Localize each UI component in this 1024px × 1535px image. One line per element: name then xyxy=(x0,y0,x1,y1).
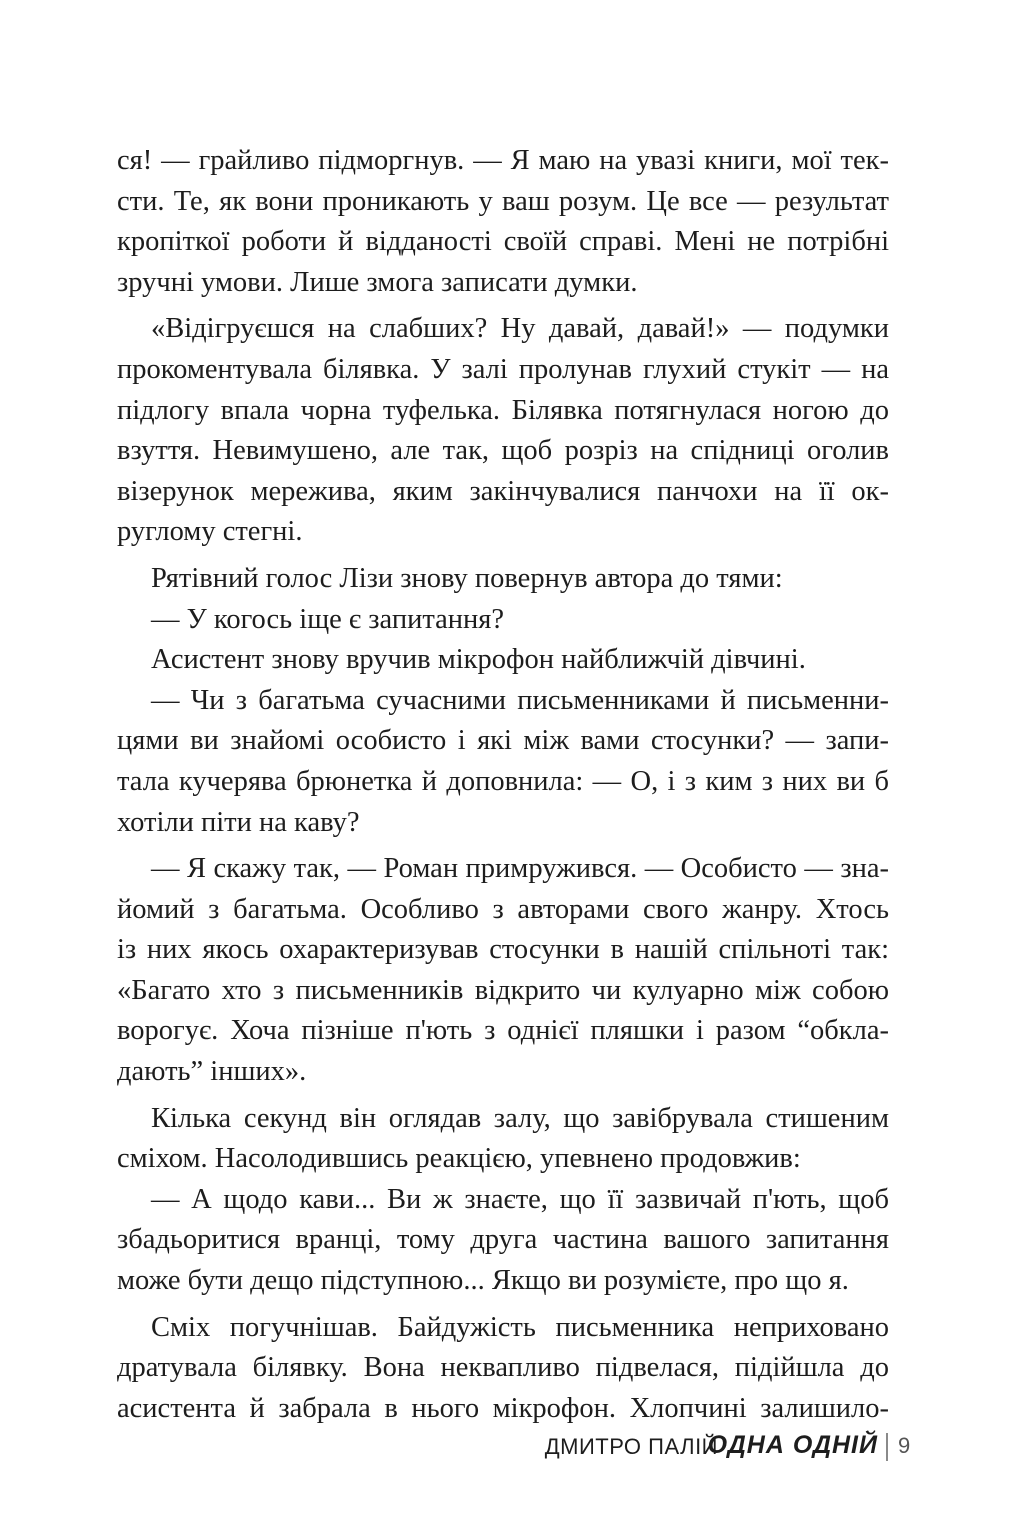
footer-author: ДМИТРО ПАЛІЙ xyxy=(544,1434,718,1459)
paragraph-8 xyxy=(117,1099,889,1180)
paragraph-10 xyxy=(117,1308,889,1430)
text-line: Кілька секунд він оглядав залу, що завібрувала стишеним xyxy=(151,1102,889,1134)
page-footer xyxy=(0,1427,1024,1467)
text-line: дратувала білявку. Вона неквапливо підвелася, підійшла до xyxy=(117,1352,889,1384)
text-line: хотіли піти на каву? xyxy=(117,806,360,838)
footer-divider xyxy=(886,1433,888,1461)
text-line: — У когось іще є запитання? xyxy=(151,603,505,635)
text-line: Сміх погучнішав. Байдужість письменника неприховано xyxy=(151,1311,889,1343)
text-line: візерунок мережива, яким закінчувалися панчохи на її ок- xyxy=(117,475,889,507)
text-line: зручні умови. Лише змога записати думки. xyxy=(117,266,638,298)
text-line: «Багато хто з письменників відкрито чи кулуарно між собою xyxy=(117,974,889,1006)
text-line: сти. Те, як вони проникають у ваш розум. Це все — результат xyxy=(117,185,889,217)
text-line: взуття. Невимушено, але так, щоб розріз на спідниці оголив xyxy=(117,435,889,467)
text-line: сміхом. Насолодившись реакцією, упевнено продовжив: xyxy=(117,1143,801,1175)
body-text xyxy=(117,141,889,1429)
text-line: «Відігруєшся на слабших? Ну давай, давай!» — подумки xyxy=(151,313,889,345)
paragraph-4 xyxy=(117,600,889,641)
text-line: тала кучерява брюнетка й доповнила: — О, і з ким з них ви б xyxy=(117,765,889,797)
paragraph-2 xyxy=(117,309,889,553)
text-line: ся! — грайливо підморгнув. — Я маю на увазі книги, мої тек- xyxy=(117,145,889,176)
text-line: — Я скажу так, — Роман примружився. — Особисто — зна- xyxy=(151,853,889,885)
page-number: 9 xyxy=(898,1433,911,1458)
text-line: дають” інших». xyxy=(117,1056,307,1088)
paragraph-1 xyxy=(117,141,889,303)
paragraph-3 xyxy=(117,559,889,600)
text-line: кропіткої роботи й відданості своїй справі. Мені не потрібні xyxy=(117,226,889,258)
footer-book-title: ОДНА ОДНІЙ xyxy=(707,1431,878,1459)
text-line: — А щодо кави... Ви ж знаєте, що її зазвичай п'ють, щоб xyxy=(151,1183,889,1215)
text-line: Рятівний голос Лізи знову повернув автора до тями: xyxy=(151,562,783,594)
text-line: може бути дещо підступною... Якщо ви розумієте, про що я. xyxy=(117,1265,849,1297)
paragraph-6 xyxy=(117,681,889,843)
text-line: збадьоритися вранці, тому друга частина вашого запитання xyxy=(117,1224,889,1256)
text-line: Асистент знову вручив мікрофон найближчій дівчині. xyxy=(151,644,806,676)
text-line: прокоментувала білявка. У залі пролунав глухий стукіт — на xyxy=(117,353,889,385)
paragraph-7 xyxy=(117,849,889,1093)
paragraph-5 xyxy=(117,640,889,681)
text-line: асистента й забрала в нього мікрофон. Хлопчині залишило- xyxy=(117,1392,889,1424)
text-line: цями ви знайомі особисто і які між вами стосунки? — запи- xyxy=(117,725,889,757)
text-line: підлогу впала чорна туфелька. Білявка потягнулася ногою до xyxy=(117,394,889,426)
text-line: руглому стегні. xyxy=(117,516,303,548)
text-line: йомий з багатьма. Особливо з авторами свого жанру. Хтось xyxy=(117,893,889,925)
text-line: ворогує. Хоча пізніше п'ють з однієї пляшки і разом “обкла- xyxy=(117,1015,889,1047)
text-line: із них якось охарактеризував стосунки в нашій спільноті так: xyxy=(117,934,889,966)
text-line: — Чи з багатьма сучасними письменниками й письменни- xyxy=(151,684,889,716)
paragraph-9 xyxy=(117,1180,889,1302)
